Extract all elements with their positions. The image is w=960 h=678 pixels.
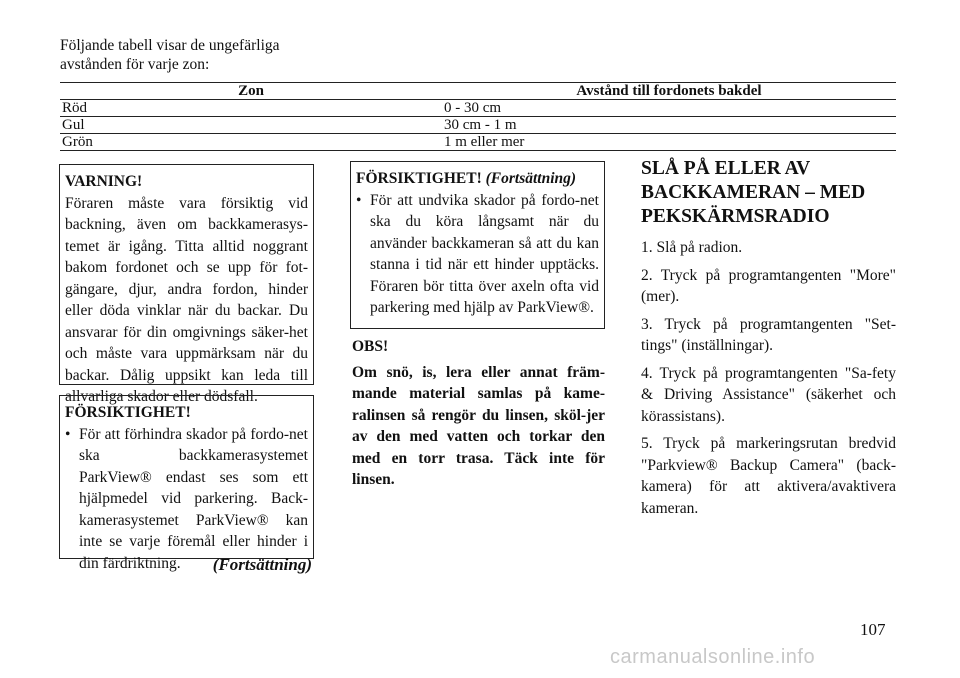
warning-box: [59, 164, 314, 405]
step-item: 3. Tryck på programtangenten "Set-tings" (inställningar).: [641, 315, 896, 354]
table-cell: Gul: [60, 117, 442, 134]
step-item: 4. Tryck på programtangenten "Sa-fety & Driving Assistance" (säkerhet och körassistans).: [641, 364, 896, 425]
bullet-icon: •: [65, 425, 71, 443]
table-row: [60, 100, 896, 117]
table-cell: 1 m eller mer: [442, 134, 896, 151]
step-item: 5. Tryck på markeringsrutan bredvid "Parkview® Backup Camera" (back-kamera) för att aktivera/avaktivera kameran.: [641, 435, 896, 517]
caution-bullet: [65, 424, 308, 575]
table-cell: 0 - 30 cm: [442, 100, 896, 117]
step-item: 1. Slå på radion.: [641, 239, 743, 256]
column-header-distance: Avstånd till fordonets bakdel: [442, 83, 896, 100]
table-cell: Grön: [60, 134, 442, 151]
note-block: [352, 336, 605, 491]
caution-heading-cont: (Fortsättning): [485, 170, 577, 187]
caution-bullet: [356, 190, 599, 319]
table-header-row: [60, 83, 896, 100]
bullet-icon: •: [356, 191, 362, 209]
step-item: 2. Tryck på programtangenten "More" (mer).: [641, 266, 896, 305]
caution-heading: FÖRSIKTIGHET!: [65, 404, 191, 421]
section-title: SLÅ PÅ ELLER AV BACKKAMERAN – MED PEKSKÄRMSRADIO: [641, 158, 866, 227]
caution-box-continued: [350, 161, 605, 329]
table-row: [60, 117, 896, 134]
table-row: [60, 134, 896, 151]
table-cell: Röd: [60, 100, 442, 117]
caution-heading-continued: [356, 168, 599, 190]
column-header-zone: Zon: [60, 83, 442, 100]
caution-bullet-text: För att förhindra skador på fordo-net ska backkamerasystemet ParkView® endast ses som ett hjälpmedel vid parkering. Back-kamerasystemet ParkView® kan inte se varje föremål eller hinder i din färdriktning.: [79, 425, 308, 572]
table-cell: 30 cm - 1 m: [442, 117, 896, 134]
watermark: carmanualsonline.info: [610, 646, 816, 668]
caution-heading-label: FÖRSIKTIGHET!: [356, 170, 482, 187]
continued-label: (Fortsättning): [212, 555, 312, 574]
warning-heading: VARNING!: [65, 173, 143, 190]
camera-toggle-section: [641, 157, 896, 525]
note-text: Om snö, is, lera eller annat främ-mande material samlas på kame-ralinsen så rengör du linsen, sköl-jer av den med vatten och torkar den med en torr trasa. Täck inte för linsen.: [352, 363, 605, 488]
caution-bullet-text: För att undvika skador på fordo-net ska du köra långsamt när du använder backkameran så att du kan stanna i tid när ett hinder upptäcks. Föraren bör titta över axeln ofta vid parkering med hjälp av ParkView®.: [370, 191, 599, 316]
note-label: OBS!: [352, 338, 389, 355]
intro-text: Följande tabell visar de ungefärliga avstånden för varje zon:: [60, 37, 280, 73]
page-number: 107: [860, 620, 886, 639]
warning-text: Föraren måste vara försiktig vid backning, även om backkamerasys-temet är igång. Titta alltid noggrant bakom fordonet och se upp för fot-gängare, djur, andra fordon, hinder eller döda vinklar när du backar. Du ansvarar för din omgivnings säker-het och måste vara uppmärksam när du backar. Dålig uppsikt kan leda till allvarliga skador eller dödsfall.: [65, 194, 308, 405]
zone-distance-table: [60, 82, 896, 151]
